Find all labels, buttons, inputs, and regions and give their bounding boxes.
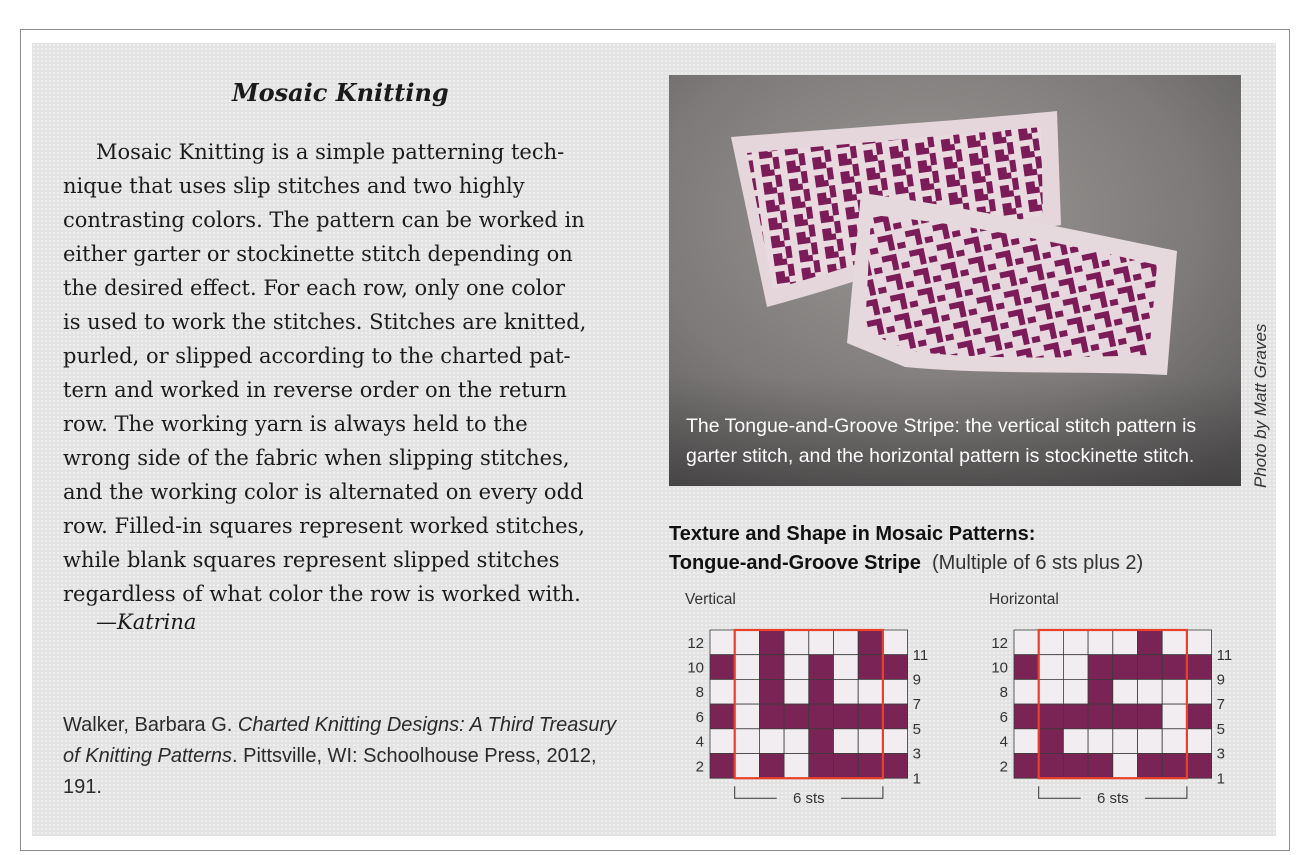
stitch-cell: [858, 754, 883, 779]
stitch-cell: [759, 704, 784, 729]
stitch-cell: [759, 630, 784, 655]
stitch-cell: [809, 655, 834, 680]
row-number-left: 12: [991, 634, 1008, 652]
stitch-cell: [1138, 704, 1163, 729]
stitch-cell: [784, 679, 809, 704]
stitch-cell: [710, 754, 735, 779]
row-number-right: 5: [912, 720, 921, 738]
row-number-left: 12: [687, 634, 704, 652]
row-number-right: 3: [1216, 745, 1225, 763]
row-number-left: 4: [999, 733, 1008, 751]
citation-line-2: [63, 741, 623, 772]
article-title: Mosaic Knitting: [232, 78, 449, 107]
stitch-cell: [834, 655, 859, 680]
body-line: and the working color is alternated on every odd: [63, 480, 584, 504]
stitch-cell: [1088, 754, 1113, 779]
citation-publisher: . Pittsville, WI: Schoolhouse Press, 2012,: [231, 745, 597, 767]
row-number-right: 1: [912, 770, 921, 788]
body-line: is used to work the stitches. Stitches are knitted,: [63, 310, 587, 334]
stitch-cell: [710, 679, 735, 704]
stitch-cell: [710, 729, 735, 754]
stitch-cell: [809, 630, 834, 655]
row-number-right: 11: [1216, 646, 1233, 664]
stitch-cell: [759, 679, 784, 704]
stitch-cell: [1138, 729, 1163, 754]
stitch-cell: [1113, 679, 1138, 704]
stitch-cell: [834, 679, 859, 704]
stitch-cell: [1162, 704, 1187, 729]
body-line: tern and worked in reverse order on the return: [63, 378, 567, 402]
stitch-cell: [735, 655, 760, 680]
row-number-right: 5: [1216, 720, 1225, 738]
stitch-cell: [1039, 630, 1064, 655]
stitch-cell: [858, 729, 883, 754]
stitch-cell: [1088, 655, 1113, 680]
stitch-cell: [1063, 655, 1088, 680]
stitch-cell: [1039, 679, 1064, 704]
stitch-cell: [1088, 729, 1113, 754]
row-number-right: 9: [912, 671, 921, 689]
stitch-cell: [1113, 630, 1138, 655]
stitch-cell: [1088, 630, 1113, 655]
row-number-left: 2: [695, 758, 704, 776]
row-number-right: 9: [1216, 671, 1225, 689]
stitch-cell: [1113, 729, 1138, 754]
article-body: [63, 135, 623, 611]
stitch-cell: [883, 754, 908, 779]
stitch-cell: [784, 655, 809, 680]
stitch-cell: [858, 630, 883, 655]
stitch-cell: [710, 630, 735, 655]
body-line: contrasting colors. The pattern can be worked in: [63, 208, 585, 232]
row-number-left: 10: [991, 659, 1008, 677]
stitch-cell: [759, 729, 784, 754]
stitch-cell: [1039, 754, 1064, 779]
row-number-left: 4: [695, 733, 704, 751]
stitch-cell: [1014, 729, 1039, 754]
repeat-label: 6 sts: [1096, 790, 1129, 808]
stitch-cell: [735, 729, 760, 754]
photo-credit: Photo by Matt Graves: [1251, 323, 1270, 488]
row-number-right: 11: [912, 646, 929, 664]
citation-page: 191.: [63, 776, 102, 798]
stitch-cell: [883, 655, 908, 680]
stitch-cell: [1063, 754, 1088, 779]
body-line: wrong side of the fabric when slipping stitches,: [63, 446, 570, 470]
row-number-left: 10: [687, 659, 704, 677]
stitch-cell: [1138, 655, 1163, 680]
stitch-cell: [710, 704, 735, 729]
stitch-cell: [1088, 679, 1113, 704]
stitch-cell: [1162, 655, 1187, 680]
stitch-cell: [784, 754, 809, 779]
stitch-cell: [1088, 704, 1113, 729]
stitch-cell: [1014, 630, 1039, 655]
stitch-cell: [1039, 704, 1064, 729]
stitch-cell: [1063, 630, 1088, 655]
chart-subtitle: Tongue-and-Groove Stripe: [669, 552, 921, 574]
stitch-cell: [735, 630, 760, 655]
stitch-cell: [1187, 679, 1212, 704]
row-number-right: 3: [912, 745, 921, 763]
stitch-cell: [784, 704, 809, 729]
row-number-right: 1: [1216, 770, 1225, 788]
stitch-cell: [1063, 729, 1088, 754]
stitch-cell: [883, 704, 908, 729]
row-number-left: 6: [999, 708, 1008, 726]
row-number-right: 7: [912, 696, 921, 714]
stitch-cell: [1039, 729, 1064, 754]
stitch-cell: [710, 655, 735, 680]
stitch-cell: [809, 679, 834, 704]
stitch-cell: [735, 754, 760, 779]
chart-note: (Multiple of 6 sts plus 2): [931, 552, 1144, 574]
stitch-cell: [1162, 679, 1187, 704]
chart-label-vertical: Vertical: [685, 591, 736, 608]
citation-book-title: Charted Knitting Designs: A Third Treasury: [237, 714, 617, 736]
stitch-cell: [809, 704, 834, 729]
stitch-cell: [834, 729, 859, 754]
row-number-right: 7: [1216, 696, 1225, 714]
citation-author: Walker, Barbara G.: [63, 714, 238, 736]
row-number-left: 2: [999, 758, 1008, 776]
chart-heading: [669, 520, 1143, 578]
caption-line: The Tongue-and-Groove Stripe: the vertical stitch pattern is: [686, 415, 1197, 437]
body-line: while blank squares represent slipped stitches: [63, 548, 560, 572]
stitch-cell: [883, 729, 908, 754]
stitch-cell: [834, 754, 859, 779]
stitch-cell: [1162, 729, 1187, 754]
chart-title: Texture and Shape in Mosaic Patterns:: [669, 523, 1036, 545]
stitch-cell: [1162, 754, 1187, 779]
stitch-cell: [1014, 655, 1039, 680]
stitch-cell: [1138, 630, 1163, 655]
citation-book-title-cont: of Knitting Patterns: [63, 745, 232, 767]
stitch-cell: [1187, 630, 1212, 655]
stitch-cell: [1014, 754, 1039, 779]
stitch-cell: [858, 704, 883, 729]
body-line: either garter or stockinette stitch depending on: [63, 242, 573, 266]
caption-line: garter stitch, and the horizontal pattern is stockinette stitch.: [686, 445, 1195, 467]
stitch-cell: [784, 729, 809, 754]
stitch-cell: [735, 704, 760, 729]
stitch-cell: [858, 679, 883, 704]
stitch-cell: [834, 630, 859, 655]
stitch-cell: [1063, 704, 1088, 729]
body-line: the desired effect. For each row, only one color: [63, 276, 566, 300]
stitch-cell: [1063, 679, 1088, 704]
stitch-cell: [809, 754, 834, 779]
stitch-cell: [1014, 679, 1039, 704]
stitch-cell: [735, 679, 760, 704]
row-number-left: 8: [999, 684, 1008, 702]
body-line: regardless of what color the row is worked with.: [63, 582, 581, 606]
stitch-cell: [883, 679, 908, 704]
stitch-cell: [1162, 630, 1187, 655]
body-line: row. The working yarn is always held to the: [63, 412, 528, 436]
stitch-cell: [759, 754, 784, 779]
stitch-cell: [1187, 754, 1212, 779]
row-number-left: 8: [695, 684, 704, 702]
body-line: purled, or slipped according to the charted pat-: [63, 344, 571, 368]
body-line: row. Filled-in squares represent worked stitches,: [63, 514, 585, 538]
stitch-cell: [1187, 655, 1212, 680]
row-number-left: 6: [695, 708, 704, 726]
stitch-cell: [1113, 704, 1138, 729]
stitch-cell: [809, 729, 834, 754]
chart-label-horizontal: Horizontal: [989, 591, 1059, 608]
stitch-cell: [784, 630, 809, 655]
stitch-cell: [1113, 655, 1138, 680]
repeat-label: 6 sts: [792, 790, 825, 808]
stitch-cell: [1039, 655, 1064, 680]
stitch-cell: [834, 704, 859, 729]
stitch-cell: [1113, 754, 1138, 779]
stitch-cell: [858, 655, 883, 680]
stitch-cell: [759, 655, 784, 680]
citation-line-1: [63, 710, 623, 741]
author-signature: —Katrina: [96, 610, 197, 634]
stitch-cell: [1138, 679, 1163, 704]
photo-caption: [686, 411, 1196, 471]
body-line: nique that uses slip stitches and two highly: [63, 174, 525, 198]
stitch-cell: [883, 630, 908, 655]
stitch-cell: [1014, 704, 1039, 729]
chart-horizontal: [980, 625, 1240, 820]
body-line: Mosaic Knitting is a simple patterning tech-: [96, 140, 565, 164]
stitch-cell: [1187, 729, 1212, 754]
citation: [63, 710, 623, 803]
stitch-cell: [1187, 704, 1212, 729]
stitch-cell: [1138, 754, 1163, 779]
chart-vertical: [676, 625, 936, 820]
